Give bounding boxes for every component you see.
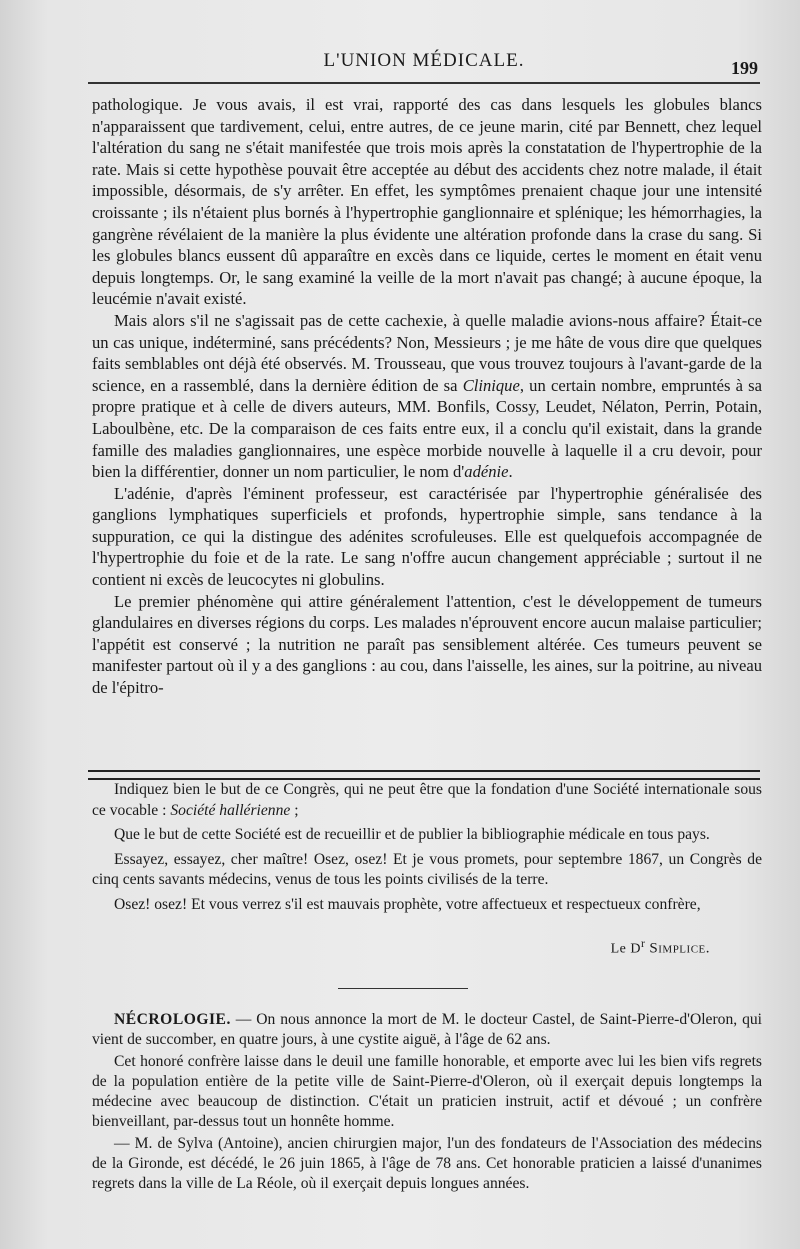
paragraph: pathologique. Je vous avais, il est vrai, rapporté des cas dans lesquels les globules blancs n'apparaissent que tardivement, celui, entre autres, de ce jeune marin, cité par Bennett, chez lequel l'altération du sang ne s'était manifestée que trois mois après la constatation de l'hypertrophie de la rate. Mais si cette hypothèse pouvait être acceptée au début des accidents chez notre malade, il était impossible, désormais, de s'y arrêter. En effet, les symptômes prenaient chaque jour une intensité croissante ; ils n'étaient plus bornés à l'hypertrophie ganglionnaire et splénique; les hémorrhagies, la gangrène révélaient de la manière la plus évidente une altération profonde dans la crase du sang. Si les globules blancs eussent dû apparaître en excès dans ce liquide, certes le moment en était venu depuis longtemps. Or, le sang examiné la veille de la mort n'avait pas changé; à aucune époque, la leucémie n'avait existé.	[92, 95, 762, 309]
letter-paragraph: Essayez, essayez, cher maître! Osez, osez! Et je vous promets, pour septembre 1867, un Congrès de cinq cents savants médecins, venus de tous les points civilisés de la terre.	[92, 850, 762, 888]
letter-paragraph: Osez! osez! Et vous verrez s'il est mauvais prophète, votre affectueux et respectueux confrère,	[114, 895, 701, 913]
necrology-heading: NÉCROLOGIE.	[114, 1011, 231, 1028]
signature-prefix: Le D	[610, 941, 642, 957]
signature	[611, 937, 710, 958]
paragraph: Le premier phénomène qui attire généralement l'attention, c'est le développement de tumeurs glandulaires en diverses régions du corps. Les malades n'éprouvent encore aucun malaise particulier; l'appétit est conservé ; la nutrition ne paraît pas sensiblement altérée. Ces tumeurs peuvent se manifester partout où il y a des ganglions : au cou, dans l'aisselle, les aines, sur la poitrine, au niveau de l'épitro-	[92, 591, 762, 698]
necrology-section	[92, 1010, 762, 1196]
header-rule	[88, 82, 760, 84]
letter-text: Indiquez bien le but de ce Congrès, qui ne peut être que la fondation d'une Société internationale sous ce vocable :	[92, 781, 762, 819]
paragraph-text: , un certain nombre, empruntés à sa propre pratique et à celle de divers auteurs, MM. Bonfils, Cossy, Leudet, Nélaton, Perrin, Potain, Laboulbène, etc. De la comparaison de ces faits entre eux, il a conclu qu'il existait, dans la grande famille des maladies ganglionnaires, une espèce morbide nouvelle à laquelle il a cru devoir, pour bien la différentier, donner un nom particulier, le nom d'	[92, 375, 762, 482]
signature-sup: r	[641, 937, 646, 950]
paragraph-text: .	[508, 462, 513, 482]
signature-name: Simplice.	[649, 940, 710, 957]
necrology-paragraph	[92, 1010, 762, 1050]
short-rule	[338, 988, 468, 989]
necrology-paragraph: — M. de Sylva (Antoine), ancien chirurgien major, l'un des fondateurs de l'Association des médecins de la Gironde, est décédé, le 26 juin 1865, à l'âge de 78 ans. Cet honorable praticien a laissé d'unanimes regrets dans la ville de La Réole, où il exerçait depuis longues années.	[92, 1135, 762, 1192]
italic-term: adénie	[464, 462, 509, 482]
paragraph: L'adénie, d'après l'éminent professeur, est caractérisée par l'hypertrophie généralisée des ganglions lymphatiques superficiels et profonds, hypertrophie simple, sans tendance à la suppuration, ce qui la distingue des adénites scrofuleuses. Elle est quelquefois accompagnée de l'hypertrophie du foie et de la rate. Le sang n'offre aucun changement appréciable ; surtout il ne contient ni excès de leucocytes ni globulins.	[92, 483, 762, 590]
italic-title: Clinique	[462, 375, 520, 395]
paragraph	[92, 310, 762, 483]
letter-excerpt	[92, 780, 762, 919]
letter-text: ;	[290, 801, 299, 819]
page-number: 199	[731, 58, 758, 78]
letter-paragraph: Que le but de cette Société est de recueillir et de publier la bibliographie médicale en tous pays.	[114, 826, 710, 843]
necrology-paragraph: Cet honoré confrère laisse dans le deuil une famille honorable, et emporte avec lui les bien vifs regrets de la population entière de la petite ville de Saint-Pierre-d'Oleron, où il exerçait depuis longtemps la médecine avec beaucoup de distinction. C'était un praticien instruit, actif et dévoué ; un confrère bienveillant, par-dessus tout un honnête homme.	[92, 1053, 762, 1130]
section-separator	[88, 770, 760, 780]
running-title: L'UNION MÉDICALE.	[323, 50, 525, 71]
letter-paragraph	[92, 780, 762, 821]
article-body	[92, 94, 762, 699]
paragraph-text: Mais alors s'il ne s'agissait pas de cette cachexie, à quelle maladie avions-nous affaire? Était-ce un cas unique, indéterminé, sans précédents? Non, Messieurs ; je me hâte de vous dire que quelques faits semblables ont déjà été observés. M. Trousseau, que vous trouvez toujours à l'avant-garde de la science, en a rassemblé, dans la dernière édition de sa	[92, 310, 762, 395]
italic-society-name: Société hallérienne	[170, 801, 291, 819]
necrology-text: — On nous annonce la mort de M. le docteur Castel, de Saint-Pierre-d'Oleron, qui vient de succomber, en quatre jours, à une cystite aiguë, à l'âge de 62 ans.	[92, 1011, 762, 1048]
page-header	[88, 44, 760, 84]
